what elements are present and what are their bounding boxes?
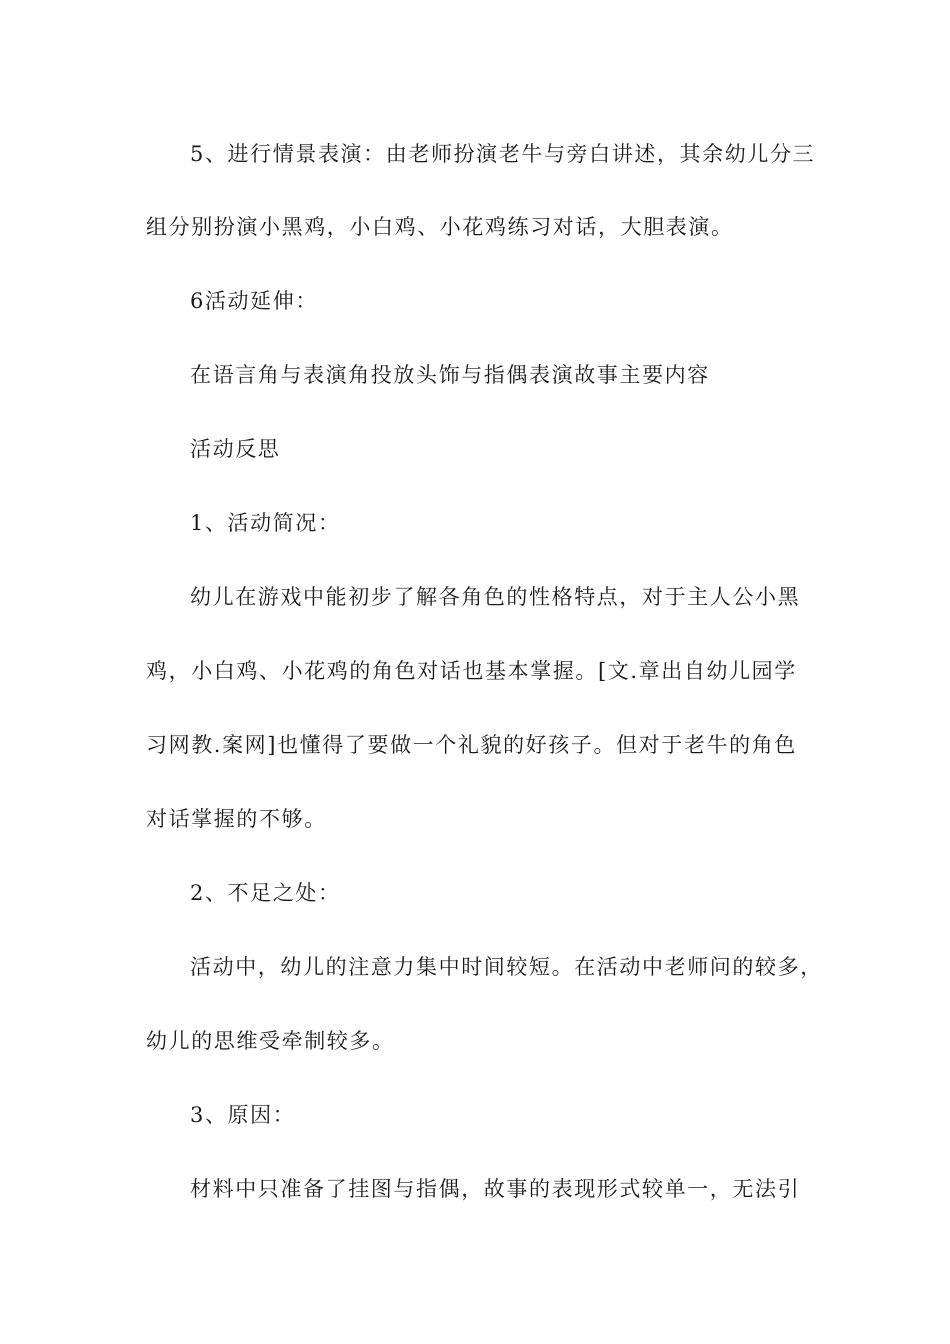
- section-heading: 3、原因：: [190, 1103, 296, 1127]
- paragraph-line: 活动中，幼儿的注意力集中时间较短。在活动中老师问的较多，: [190, 955, 823, 979]
- paragraph-line: 幼儿的思维受牵制较多。: [146, 1029, 395, 1053]
- paragraph-line: 对话掌握的不够。: [146, 807, 327, 831]
- paragraph-line: 组分别扮演小黑鸡，小白鸡、小花鸡练习对话，大胆表演。: [146, 215, 734, 239]
- paragraph-line: 幼儿在游戏中能初步了解各角色的性格特点，对于主人公小黑: [190, 585, 801, 609]
- paragraph-line: 鸡，小白鸡、小花鸡的角色对话也基本掌握。[文.章出自幼儿园学: [146, 659, 797, 683]
- section-heading: 6活动延伸：: [190, 289, 318, 313]
- paragraph-line: 在语言角与表演角投放头饰与指偶表演故事主要内容: [190, 363, 710, 387]
- section-heading: 2、不足之处：: [190, 881, 341, 905]
- paragraph-line: 5、进行情景表演：由老师扮演老牛与旁白讲述，其余幼儿分三: [190, 142, 816, 166]
- section-heading: 1、活动简况：: [190, 511, 341, 535]
- section-heading: 活动反思: [190, 437, 281, 461]
- paragraph-line: 材料中只准备了挂图与指偶，故事的表现形式较单一，无法引: [190, 1177, 801, 1201]
- paragraph-line: 习网教.案网]也懂得了要做一个礼貌的好孩子。但对于老牛的角色: [146, 733, 797, 757]
